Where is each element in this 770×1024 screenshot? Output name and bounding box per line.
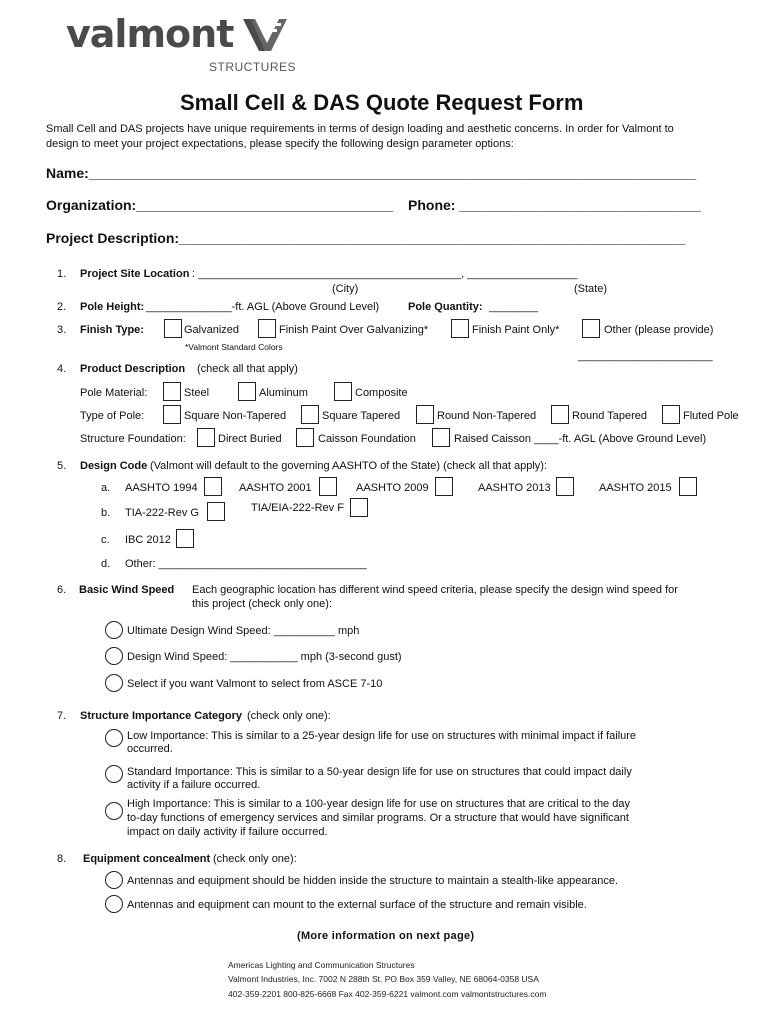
footer-line1: Americas Lighting and Communication Structures — [228, 960, 415, 970]
high-importance-text-line2: to-day functions of emergency services and similar programs. Or a structure that would have significant — [127, 812, 629, 824]
name-field[interactable]: Name:______________________________________________________________________________ — [46, 165, 697, 181]
item-number: 5. — [57, 460, 67, 472]
basic-wind-speed-label: Basic Wind Speed — [79, 584, 175, 596]
wind-description-line1: Each geographic location has different wind speed criteria, please specify the design wind speed for — [192, 584, 678, 596]
square-tapered-label: Square Tapered — [322, 410, 401, 422]
caisson-foundation-label: Caisson Foundation — [318, 433, 416, 445]
aashto-2015-label: AASHTO 2015 — [599, 482, 672, 494]
hidden-equipment-radio[interactable] — [105, 871, 123, 889]
footer-line2: Valmont Industries, Inc. 7002 N 288th St. PO Box 359 Valley, NE 68064-0358 USA — [228, 974, 539, 984]
finish-other-label: Other (please provide) — [604, 324, 714, 336]
intro-text-line1: Small Cell and DAS projects have unique requirements in terms of design loading and aesthetic concerns. In order for Valmont to — [46, 123, 674, 135]
structure-foundation-label: Structure Foundation: — [80, 433, 186, 445]
design-code-label: Design Code — [80, 460, 148, 472]
tia-eia-222-rev-f-checkbox[interactable] — [350, 498, 368, 517]
valmont-logo-wordmark: valmont — [66, 12, 234, 56]
ibc-2012-checkbox[interactable] — [176, 529, 194, 548]
design-code-hint: (Valmont will default to the governing AASHTO of the State) (check all that apply): — [150, 460, 548, 472]
item-number: 8. — [57, 853, 67, 865]
pole-height-label: Pole Height: — [80, 301, 145, 313]
footer-line3: 402-359-2201 800-825-6668 Fax 402-359-6221 valmont.com valmontstructures.com — [228, 989, 547, 999]
valmont-logo-structures: STRUCTURES — [209, 60, 297, 74]
caisson-foundation-checkbox[interactable] — [296, 428, 314, 447]
organization-field[interactable]: Organization:_________________________________ — [46, 197, 394, 213]
fluted-pole-label: Fluted Pole — [683, 410, 739, 422]
product-description-hint: (check all that apply) — [197, 363, 298, 375]
aluminum-label: Aluminum — [259, 387, 308, 399]
standard-importance-text-line2: activity if a failure occurred. — [127, 779, 261, 791]
hidden-equipment-label: Antennas and equipment should be hidden inside the structure to maintain a stealth-like appearance. — [127, 875, 619, 887]
design-wind-speed-label[interactable]: Design Wind Speed: ___________ mph (3-second gust) — [127, 651, 402, 663]
external-equipment-radio[interactable] — [105, 895, 123, 913]
standard-importance-radio[interactable] — [105, 765, 123, 783]
tia-222-rev-g-label: TIA-222-Rev G — [125, 507, 199, 519]
standard-colors-note: *Valmont Standard Colors — [185, 342, 283, 352]
city-caption: (City) — [332, 283, 359, 295]
aluminum-checkbox[interactable] — [238, 382, 256, 401]
composite-label: Composite — [355, 387, 408, 399]
composite-checkbox[interactable] — [334, 382, 352, 401]
external-equipment-label: Antennas and equipment can mount to the external surface of the structure and remain visible. — [127, 899, 587, 911]
pole-material-label: Pole Material: — [80, 387, 148, 399]
ultimate-wind-speed-radio[interactable] — [105, 621, 123, 639]
round-tapered-checkbox[interactable] — [551, 405, 569, 424]
aashto-2015-checkbox[interactable] — [679, 477, 697, 496]
aashto-2009-checkbox[interactable] — [435, 477, 453, 496]
finish-type-label: Finish Type: — [80, 324, 144, 336]
finish-other-checkbox[interactable] — [582, 319, 600, 338]
ultimate-wind-speed-label[interactable]: Ultimate Design Wind Speed: __________ mph — [127, 625, 360, 637]
form-title: Small Cell & DAS Quote Request Form — [180, 90, 584, 115]
galvanized-label: Galvanized — [184, 324, 240, 336]
aashto-2013-checkbox[interactable] — [556, 477, 574, 496]
item-number: 7. — [57, 710, 67, 722]
direct-buried-checkbox[interactable] — [197, 428, 215, 447]
pole-type-label: Type of Pole: — [80, 410, 145, 422]
steel-checkbox[interactable] — [163, 382, 181, 401]
equipment-concealment-hint: (check only one): — [213, 853, 297, 865]
wind-description-line2: this project (check only one): — [192, 598, 333, 610]
tia-222-rev-g-checkbox[interactable] — [207, 502, 225, 521]
design-wind-speed-radio[interactable] — [105, 647, 123, 665]
low-importance-text-line2: occurred. — [127, 743, 173, 755]
code-letter-d: d. — [101, 558, 111, 570]
pole-quantity-field[interactable]: ________ — [489, 301, 538, 313]
aashto-2009-label: AASHTO 2009 — [356, 482, 429, 494]
valmont-select-asce-radio[interactable] — [105, 674, 123, 692]
aashto-2001-label: AASHTO 2001 — [239, 482, 312, 494]
round-non-tapered-label: Round Non-Tapered — [437, 410, 537, 422]
project-description-field[interactable]: Project Description:_________________________________________________________________ — [46, 230, 686, 246]
square-tapered-checkbox[interactable] — [301, 405, 319, 424]
high-importance-text-line1: High Importance: This is similar to a 100-year design life for use on structures that are critical to the day — [127, 798, 630, 810]
round-non-tapered-checkbox[interactable] — [416, 405, 434, 424]
raised-caisson-checkbox[interactable] — [432, 428, 450, 447]
raised-caisson-label[interactable]: Raised Caisson ____-ft. AGL (Above Ground Level) — [454, 433, 707, 445]
equipment-concealment-label: Equipment concealment — [83, 853, 211, 865]
intro-text-line2: design to meet your project expectations, please specify the following design parameter options: — [46, 138, 514, 150]
finish-paint-only-label: Finish Paint Only* — [472, 324, 560, 336]
code-letter-b: b. — [101, 507, 111, 519]
square-non-tapered-label: Square Non-Tapered — [184, 410, 287, 422]
code-other-field[interactable]: Other: __________________________________ — [125, 558, 367, 570]
galvanized-checkbox[interactable] — [164, 319, 182, 338]
tia-eia-222-rev-f-label: TIA/EIA-222-Rev F — [251, 502, 344, 514]
valmont-logo-icon — [241, 17, 289, 53]
item-number: 3. — [57, 324, 67, 336]
square-non-tapered-checkbox[interactable] — [163, 405, 181, 424]
steel-label: Steel — [184, 387, 210, 399]
aashto-2013-label: AASHTO 2013 — [478, 482, 551, 494]
high-importance-text-line3: impact on daily activity if failure occurred. — [127, 826, 328, 838]
low-importance-text-line1: Low Importance: This is similar to a 25-year design life for use on structures with minimal impact if failure — [127, 730, 637, 742]
finish-paint-over-galv-label: Finish Paint Over Galvanizing* — [279, 324, 429, 336]
item-number: 6. — [57, 584, 67, 596]
pole-height-field[interactable]: ______________-ft. AGL (Above Ground Level) — [146, 301, 380, 313]
pole-quantity-label: Pole Quantity: — [408, 301, 483, 313]
high-importance-radio[interactable] — [105, 802, 123, 820]
phone-field[interactable]: Phone: _______________________________ — [408, 197, 701, 213]
aashto-2001-checkbox[interactable] — [319, 477, 337, 496]
low-importance-radio[interactable] — [105, 729, 123, 747]
standard-importance-text-line1: Standard Importance: This is similar to a 50-year design life for use on structures that could impact daily — [127, 766, 632, 778]
valmont-select-asce-label: Select if you want Valmont to select from ASCE 7-10 — [127, 678, 383, 690]
ibc-2012-label: IBC 2012 — [125, 534, 171, 546]
code-letter-a: a. — [101, 482, 111, 494]
fluted-pole-checkbox[interactable] — [662, 405, 680, 424]
aashto-1994-label: AASHTO 1994 — [125, 482, 198, 494]
site-location-label: Project Site Location — [80, 268, 190, 280]
item-number: 2. — [57, 301, 67, 313]
direct-buried-label: Direct Buried — [218, 433, 282, 445]
finish-other-field[interactable]: ______________________ — [578, 350, 713, 362]
item-number: 1. — [57, 268, 67, 280]
importance-category-label: Structure Importance Category — [80, 710, 242, 722]
round-tapered-label: Round Tapered — [572, 410, 648, 422]
finish-paint-over-galv-checkbox[interactable] — [258, 319, 276, 338]
importance-category-hint: (check only one): — [247, 710, 331, 722]
state-caption: (State) — [574, 283, 608, 295]
product-description-label: Product Description — [80, 363, 186, 375]
finish-paint-only-checkbox[interactable] — [451, 319, 469, 338]
aashto-1994-checkbox[interactable] — [204, 477, 222, 496]
item-number: 4. — [57, 363, 67, 375]
site-location-field[interactable]: : ___________________________________________, __________________ — [192, 268, 578, 280]
code-letter-c: c. — [101, 534, 110, 546]
more-info-note: (More information on next page) — [297, 930, 475, 942]
